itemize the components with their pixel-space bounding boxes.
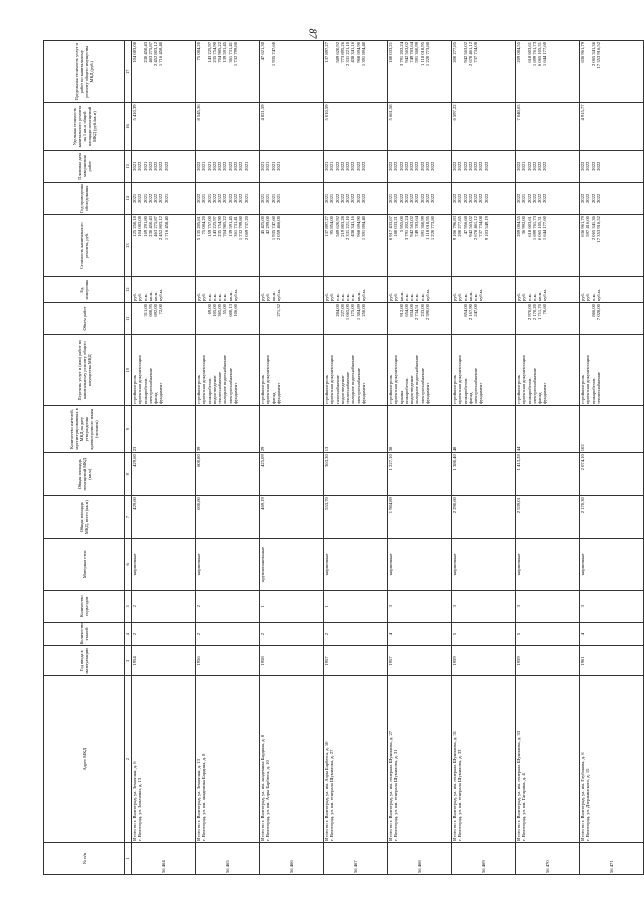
column-header: Удельная стоимость капитального ремонта на 1 кв.м общей площади помещений МКД (руб./кв.м) xyxy=(44,103,125,150)
cell-unit-cost: 7 040,65 xyxy=(516,103,580,150)
cell-year: 1956 xyxy=(196,646,260,676)
cell-volumes: 311,00 600,95 692,00 72,00 xyxy=(132,303,196,335)
cell-address: Итого по г. Волгоград, ул. им. Глубокова, д. 6 г. Волгоград, ул. Дзержинского, д. 15 xyxy=(580,676,644,842)
table-row xyxy=(324,41,388,875)
cell-volumes: 854,00 2 167,90 247,00 xyxy=(452,303,516,335)
cell-year: 1958 xyxy=(260,646,324,676)
column-header: Общая площадь помещений МКД (кв.м) xyxy=(44,453,125,496)
cell-costs: 5 135 205,81 75 084,20 159 757,00 143 225,97 235 754,90 704 985,22 139 591,45 361 731,41 1 732 799,80 2 069 737,20 xyxy=(196,215,260,277)
cell-limit: 180 033,21 3 791 202,24 942 563,02 749 783,64 591 360,99 1 118 018,95 1 220 773,80 xyxy=(388,41,452,103)
cell-residents: 48 xyxy=(452,406,516,453)
cell-unit-cost: 5 010,59 xyxy=(324,103,388,150)
cell-volumes: 69,00 105,00 365,00 55,00 600,13 106,60 xyxy=(196,303,260,335)
cell-residents: 23 xyxy=(132,406,196,453)
cell-units: руб. руб. п.м. п.м. п.м. п.м. кв.м. куб.м. xyxy=(196,277,260,303)
cell-survey: 2022 2021 2021 2022 2022 2022 2022 2022 2022 2021 xyxy=(196,182,260,214)
cell-year: 1959 xyxy=(516,646,580,676)
cell-address: Итого по г. Волгоград, ул. им. генерала Шумилова, д. 33 г. Волгоград, ул. им. Гагарина, д. 4 xyxy=(516,676,580,842)
cell-year: 1957 xyxy=(324,646,388,676)
cell-wall: кирпичные xyxy=(324,539,388,591)
cell-residents: 29 xyxy=(260,406,324,453)
cell-wall: кирпичные xyxy=(196,539,260,591)
cell-finish: 2022 2022 2022 2022 xyxy=(580,150,644,182)
column-number: 10 xyxy=(125,335,132,406)
cell-entrances: 2 xyxy=(196,590,260,622)
cell-wall: кирпичные xyxy=(580,539,644,591)
column-number: 17 xyxy=(125,41,132,103)
cell-year: 1961 xyxy=(580,646,644,676)
cell-limit: 200 277,85 942 563,02 2 678 461,12 737 734,08 xyxy=(452,41,516,103)
column-header: Год ввода в эксплуатацию xyxy=(44,646,125,676)
cell-limit: 636 961,79 2 065 341,36 17 353 916,52 xyxy=(580,41,644,103)
column-number: 9 xyxy=(125,406,132,453)
cell-floors: 2 xyxy=(324,622,388,646)
column-number: 2 xyxy=(125,676,132,842)
cell-limit: 209 084,55 618 603,61 1 699 761,73 6 065 105,31 1 644 177,60 xyxy=(516,41,580,103)
cell-survey: 2022 2021 2022 2022 2022 2022 xyxy=(516,182,580,214)
cell-floors: 4 xyxy=(388,622,452,646)
cell-works: стройконтроль проектная документация пожаробезоп. электроснабжение фасад фундамент xyxy=(516,335,580,406)
cell-finish: 2022 2021 2022 2022 2022 2022 xyxy=(516,150,580,182)
column-header: Количество этажей xyxy=(44,622,125,646)
cell-num: 56 468 xyxy=(388,842,452,874)
cell-wall: кирпичные xyxy=(452,539,516,591)
cell-area-rooms: 600,80 xyxy=(196,453,260,496)
cell-unit-cost: 4 821,59 xyxy=(260,103,324,150)
cell-num: 56 466 xyxy=(260,842,324,874)
table-row xyxy=(580,41,644,875)
cell-unit-cost: 8 545,36 xyxy=(196,103,260,150)
cell-volumes: 912,00 654,00 834,00 2 734,51 233,00 2 590,00 xyxy=(388,303,452,335)
column-number: 13 xyxy=(125,215,132,277)
column-number: 1 xyxy=(125,842,132,874)
cell-finish: 2021 2021 2022 2022 2022 2022 2022 2022 xyxy=(324,150,388,182)
column-header: Количество жителей, зарегистрированных в МКД на дату утверждения краткосрочного плана (человек) xyxy=(44,406,125,453)
cell-unit-cost: 5 410,39 xyxy=(132,103,196,150)
column-number: 7 xyxy=(125,496,132,539)
cell-units: руб. руб. кв.м. п.м. п.м. п.м. п.м. куб.м. xyxy=(388,277,452,303)
cell-area-total: 429,60 xyxy=(132,496,196,539)
cell-units: руб. руб. кв.м. куб.м. xyxy=(260,277,324,303)
column-number: 8 xyxy=(125,453,132,496)
table-row xyxy=(260,41,324,875)
cell-volumes: 2 970,00 2 170,20 1 711,70 70,60 xyxy=(516,303,580,335)
column-header: Год проведения обследования xyxy=(44,182,125,214)
cell-residents: 39 xyxy=(196,406,260,453)
header-row xyxy=(44,41,125,875)
cell-limit: 47 621,30 1 935 747,60 xyxy=(260,41,324,103)
cell-area-rooms: 429,60 xyxy=(132,453,196,496)
cell-works: стройконтроль проектная документация пожаробезоп. теплоснабжение xyxy=(580,335,644,406)
cell-residents: 44 xyxy=(516,406,580,453)
cell-area-total: 2 290,60 xyxy=(452,496,516,539)
cell-address: Итого по г. Волгоград, ул. Землячки, д. 13 г. Волгоград, ул. им. академика Бардина, д. 8 xyxy=(196,676,260,842)
cell-wall: кирпичные xyxy=(132,539,196,591)
cell-address: Итого по г. Волгоград, ул. им. Азры Барбюса, д. 10 г. Волгоград, ул. им. генерала Шумилова, д. 27 xyxy=(324,676,388,842)
cell-entrances: 3 xyxy=(516,590,580,622)
table-row xyxy=(132,41,196,875)
cell-units: руб. руб. п.м. п.м. кв.м. куб.м. xyxy=(516,277,580,303)
cell-area-rooms: 2 074,10 xyxy=(580,453,644,496)
cell-area-total: 2 539,01 xyxy=(516,496,580,539)
column-number: 4 xyxy=(125,622,132,646)
cell-area-rooms: 1 227,10 xyxy=(388,453,452,496)
column-header: Ед. измерения xyxy=(44,277,125,303)
cell-area-rooms: 425,09 xyxy=(260,453,324,496)
cell-area-total: 600,80 xyxy=(196,496,260,539)
cell-num: 56 469 xyxy=(452,842,516,874)
table-row xyxy=(452,41,516,875)
column-number: 3 xyxy=(125,646,132,676)
cell-units: руб. руб. п.м. п.м. п.м. п.м. кв.м. куб.м. xyxy=(324,277,388,303)
cell-costs: 125 250,18 104 083,08 169 291,80 230 450,43 463 275,87 2 452 803,12 1 716 458,40 xyxy=(132,215,196,277)
cell-address: Итого по г. Волгоград, ул. им. генерала Шумилова, д. 27 г. Волгоград, ул. им. генерала Шумилова, д. 31 xyxy=(388,676,452,842)
column-number: 15 xyxy=(125,150,132,182)
column-header: Объем работ xyxy=(44,303,125,335)
cell-costs: 45 425,00 42 299,00 1 935 747,60 2 059 466,00 xyxy=(260,215,324,277)
column-number: 11 xyxy=(125,303,132,335)
cell-floors: 2 xyxy=(196,622,260,646)
cell-floors: 2 xyxy=(132,622,196,646)
cell-costs: 6 917 433,67 180 033,21 5 955,00 3 791 202,24 942 563,02 749 783,64 591 360,99 1 118 018,95 1 220 773,80 xyxy=(388,215,452,277)
column-header: Стоимость капитального ремонта, руб. xyxy=(44,215,125,277)
cell-works: стройконтроль проектная документация фасад фундамент xyxy=(260,335,324,406)
cell-entrances: 1 xyxy=(324,590,388,622)
table-row xyxy=(516,41,580,875)
repair-plan-table xyxy=(43,40,644,875)
cell-year: 1954 xyxy=(132,646,196,676)
cell-works: стройконтроль проектная документация крыша пожаробезоп. водоотведение холодное водоснабжение электроснабжение фундамент xyxy=(388,335,452,406)
column-header: Общая площадь МКД, всего (кв.м) xyxy=(44,496,125,539)
column-header: Адрес МКД xyxy=(44,676,125,842)
cell-volumes: 271,32 xyxy=(260,303,324,335)
cell-year: 1959 xyxy=(452,646,516,676)
cell-residents: 102 xyxy=(580,406,644,453)
cell-finish: 2022 2022 2022 2022 2022 2022 2022 xyxy=(452,150,516,182)
cell-wall: крупнопанельные xyxy=(260,539,324,591)
cell-works: стройконтроль проектная документация пожаробезоп. электроснабжение фасад фундамент xyxy=(132,335,196,406)
column-number: 14 xyxy=(125,182,132,214)
cell-num: 56 471 xyxy=(580,842,644,874)
cell-finish: 2021 2022 2021 2022 2022 2022 2022 xyxy=(132,150,196,182)
cell-volumes: 284,00 227,00 1 065,00 175,00 1 384,89 250,00 xyxy=(324,303,388,335)
cell-finish: 2022 2021 2021 2022 2022 2022 2022 2022 2022 2021 xyxy=(196,150,260,182)
cell-survey: 2021 2021 2022 2022 2022 2022 2022 2022 xyxy=(324,182,388,214)
cell-survey: 2022 2022 2022 2022 2022 2022 2022 xyxy=(452,182,516,214)
cell-address: Итого по г. Волгоград, ул. Землячки, д. 6 г. Волгоград, ул. Землячки, д. 13 xyxy=(132,676,196,842)
cell-units: руб. руб. п.м. кв.м. п.м. куб.м. xyxy=(452,277,516,303)
column-header: Количество подъездов xyxy=(44,590,125,622)
cell-floors: 2 xyxy=(260,622,324,646)
column-number: 5 xyxy=(125,590,132,622)
cell-area-total: 469,19 xyxy=(260,496,324,539)
cell-residents: 38 xyxy=(388,406,452,453)
cell-entrances: 2 xyxy=(132,590,196,622)
cell-num: 56 464 xyxy=(132,842,196,874)
cell-address: Итого по г. Волгоград, ул. им. академика Бардина, д. 8 г. Волгоград, ул. им. Азры Барбюса, д. 10 xyxy=(260,676,324,842)
cell-entrances: 3 xyxy=(580,590,644,622)
cell-year: 1957 xyxy=(388,646,452,676)
cell-num: 56 470 xyxy=(516,842,580,874)
column-number: 12 xyxy=(125,277,132,303)
cell-area-rooms: 1 380,40 xyxy=(452,453,516,496)
cell-survey: 2021 2022 2021 2022 2022 2022 2021 xyxy=(132,182,196,214)
cell-area-rooms: 363,30 xyxy=(324,453,388,496)
cell-area-total: 2 170,30 xyxy=(580,496,644,539)
cell-limit: 75 084,20 143 225,97 235 754,90 704 985,22 139 591,45 361 731,41 1 732 799,80 xyxy=(196,41,260,103)
column-header: № п/п xyxy=(44,842,125,874)
cell-unit-cost: 5 661,58 xyxy=(388,103,452,150)
table-sheet xyxy=(43,40,612,875)
cell-entrances: 3 xyxy=(452,590,516,622)
cell-unit-cost: 6 597,22 xyxy=(452,103,516,150)
cell-area-total: 553,70 xyxy=(324,496,388,539)
cell-limit: 104 083,08 230 450,43 463 275,87 2 452 803,12 1 716 458,40 xyxy=(132,41,196,103)
cell-survey: 2022 2022 2022 2022 xyxy=(580,182,644,214)
cell-costs: 636 961,79 597 416,00 2 065 341,36 17 353 916,52 xyxy=(580,215,644,277)
cell-floors: 5 xyxy=(516,622,580,646)
cell-entrances: 1 xyxy=(260,590,324,622)
cell-floors: 4 xyxy=(580,622,644,646)
rotated-table-container xyxy=(43,40,612,875)
cell-limit: 137 897,27 589 620,92 773 895,26 2 331 221,10 438 341,16 968 694,90 1 391 894,40 xyxy=(324,41,388,103)
cell-unit-cost: 4 915,77 xyxy=(580,103,644,150)
cell-area-total: 1 984,89 xyxy=(388,496,452,539)
cell-finish: 2022 2022 2022 2022 2022 2022 2022 2022 2022 xyxy=(388,150,452,182)
table-row xyxy=(388,41,452,875)
cell-finish: 2021 2021 2021 2021 xyxy=(260,150,324,182)
page-number: 87 xyxy=(306,28,318,39)
cell-wall: кирпичные xyxy=(516,539,580,591)
cell-survey: 2021 2022 2022 2022 2022 2022 2022 2022 2022 xyxy=(388,182,452,214)
cell-floors: 5 xyxy=(452,622,516,646)
column-header: Предельная стоимость услуг и работ по капитальному ремонту общего имущества МКД (руб.) xyxy=(44,41,125,103)
cell-costs: 137 897,27 95 854,00 589 620,92 219 803,28 2 331 221,10 438 341,16 968 694,90 1 391 894,40 xyxy=(324,215,388,277)
cell-num: 56 465 xyxy=(196,842,260,874)
column-number: 16 xyxy=(125,103,132,150)
column-header: Перечень услуг и (или) работ по капитальному ремонту общего имущества МКД xyxy=(44,335,125,406)
cell-residents: 13 xyxy=(324,406,388,453)
cell-address: Итого по г. Волгоград, ул. им. генерала Шумилова, д. 31 г. Волгоград, ул. им. генерала Шумилова, д. 33 xyxy=(452,676,516,842)
cell-num: 56 467 xyxy=(324,842,388,874)
cell-costs: 209 084,55 36 992,00 618 603,61 1 699 761,73 6 065 105,31 1 644 177,60 xyxy=(516,215,580,277)
cell-costs: 9 106 796,83 200 277,85 47 956,68 942 563,02 2 678 461,12 737 734,08 9 103 549,19 xyxy=(452,215,516,277)
cell-wall: кирпичные xyxy=(388,539,452,591)
column-number: 6 xyxy=(125,539,132,591)
cell-survey: 2021 2021 2021 2021 xyxy=(260,182,324,214)
cell-works: стройконтроль проектная документация пожаробезоп. фасад электроснабжение фундамент xyxy=(452,335,516,406)
cell-works: стройконтроль проектная документация газоснабжение водоотведение теплоснабжение холодное водоснабжение электроснабжение фундамент xyxy=(324,335,388,406)
cell-units: руб. руб. п.м. кв.м. кв.м. куб.м. xyxy=(132,277,196,303)
cell-units: руб. руб. п.м. куб.м. xyxy=(580,277,644,303)
column-header: Плановая дата завершения работ xyxy=(44,150,125,182)
cell-works: стройконтроль проектная документация пожаробезоп. водоотведение теплоснабжение холодное водоснабжение электроснабжение фундамент xyxy=(196,335,260,406)
column-header: Материал стен xyxy=(44,539,125,591)
table-row xyxy=(196,41,260,875)
cell-entrances: 3 xyxy=(388,590,452,622)
column-number-row xyxy=(125,41,132,875)
cell-volumes: 866,00 7 028,00 xyxy=(580,303,644,335)
cell-area-rooms: 1 413,28 xyxy=(516,453,580,496)
